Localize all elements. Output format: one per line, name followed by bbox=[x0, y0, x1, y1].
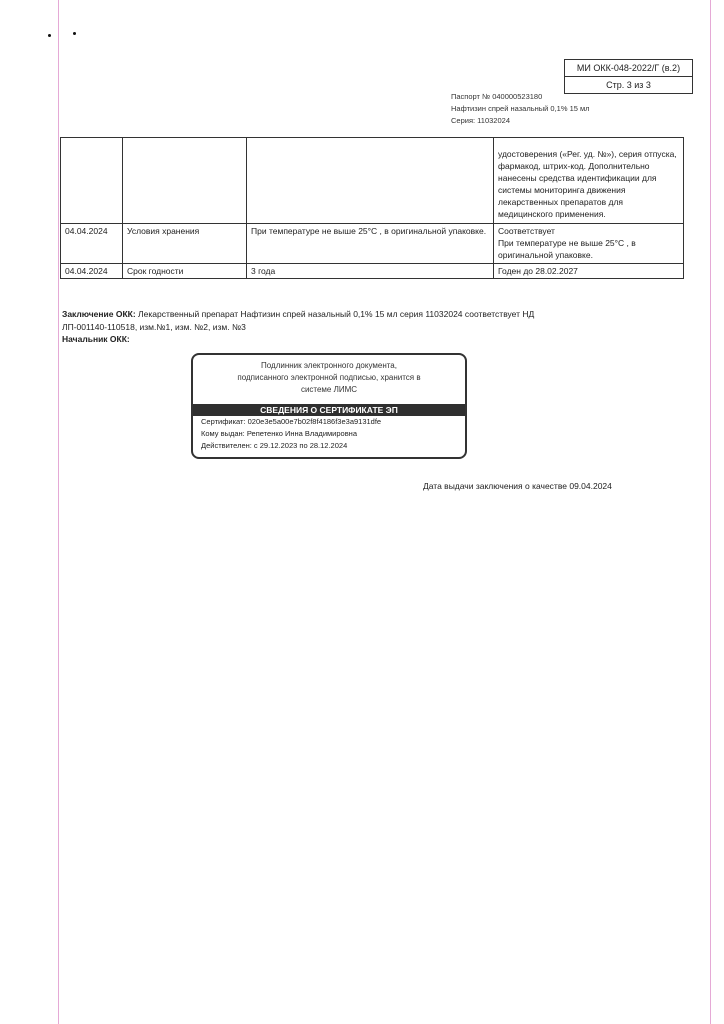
result-status: Соответствует bbox=[498, 226, 555, 236]
table-cell bbox=[247, 138, 494, 224]
row-result bbox=[494, 224, 684, 264]
margin-line-left bbox=[58, 0, 59, 1024]
product-name: Нафтизин спрей назальный 0,1% 15 мл bbox=[451, 104, 590, 113]
issue-date: Дата выдачи заключения о качестве 09.04.2024 bbox=[423, 481, 612, 491]
row-date: 04.04.2024 bbox=[61, 264, 123, 279]
scan-mark bbox=[48, 34, 51, 37]
conclusion bbox=[62, 308, 542, 334]
margin-line-right bbox=[710, 0, 711, 1024]
stamp-notice bbox=[193, 355, 465, 401]
document-code: МИ ОКК-048-2022/Г (в.2) bbox=[576, 63, 681, 73]
stamp-header: СВЕДЕНИЯ О СЕРТИФИКАТЕ ЭП bbox=[193, 404, 465, 416]
series-number: Серия: 11032024 bbox=[451, 116, 510, 125]
table-row bbox=[61, 264, 684, 279]
row-result bbox=[494, 264, 684, 279]
quality-table bbox=[60, 137, 684, 279]
table-cell bbox=[61, 138, 123, 224]
stamp-line: системе ЛИМС bbox=[300, 385, 358, 394]
row-norm: При температуре не выше 25°С , в оригинальной упаковке. bbox=[247, 224, 494, 264]
chief-label: Начальник ОКК: bbox=[62, 334, 130, 344]
page-number: Стр. 3 из 3 bbox=[565, 76, 692, 93]
table-row bbox=[61, 138, 684, 224]
table-row bbox=[61, 224, 684, 264]
row-norm: 3 года bbox=[247, 264, 494, 279]
validity-period: Действителен: с 29.12.2023 по 28.12.2024 bbox=[201, 441, 348, 450]
passport-info bbox=[451, 91, 590, 127]
e-signature-stamp bbox=[191, 353, 467, 459]
document-code-box bbox=[564, 59, 693, 94]
scan-mark bbox=[73, 32, 76, 35]
issued-to: Кому выдан: Репетенко Инна Владимировна bbox=[201, 429, 357, 438]
row-date: 04.04.2024 bbox=[61, 224, 123, 264]
row-parameter: Срок годности bbox=[123, 264, 247, 279]
table-cell bbox=[123, 138, 247, 224]
passport-number: Паспорт № 040000523180 bbox=[451, 92, 543, 101]
conclusion-label: Заключение ОКК: bbox=[62, 309, 136, 319]
conclusion-text: Лекарственный препарат Нафтизин спрей назальный 0,1% 15 мл серия 11032024 соответствует НД ЛП-001140-110518, изм.№1, изм. №2, изм. №3 bbox=[62, 309, 535, 332]
stamp-line: подписанного электронной подписью, хранится в bbox=[237, 373, 421, 382]
table-cell: удостоверения («Рег. уд. №»), серия отпуска, фармакод, штрих-код. Дополнительно нанесены средства идентификации для системы мониторинга движения лекарственных препаратов для медицинского применения. bbox=[494, 138, 684, 224]
row-parameter: Условия хранения bbox=[123, 224, 247, 264]
result-detail: При температуре не выше 25°С , в оригинальной упаковке. bbox=[498, 238, 636, 260]
stamp-line: Подлинник электронного документа, bbox=[261, 361, 397, 370]
certificate-number: Сертификат: 020e3e5a00e7b02f8f4186f3e3a9131dfe bbox=[201, 417, 382, 426]
result-status: Годен до 28.02.2027 bbox=[498, 266, 578, 276]
